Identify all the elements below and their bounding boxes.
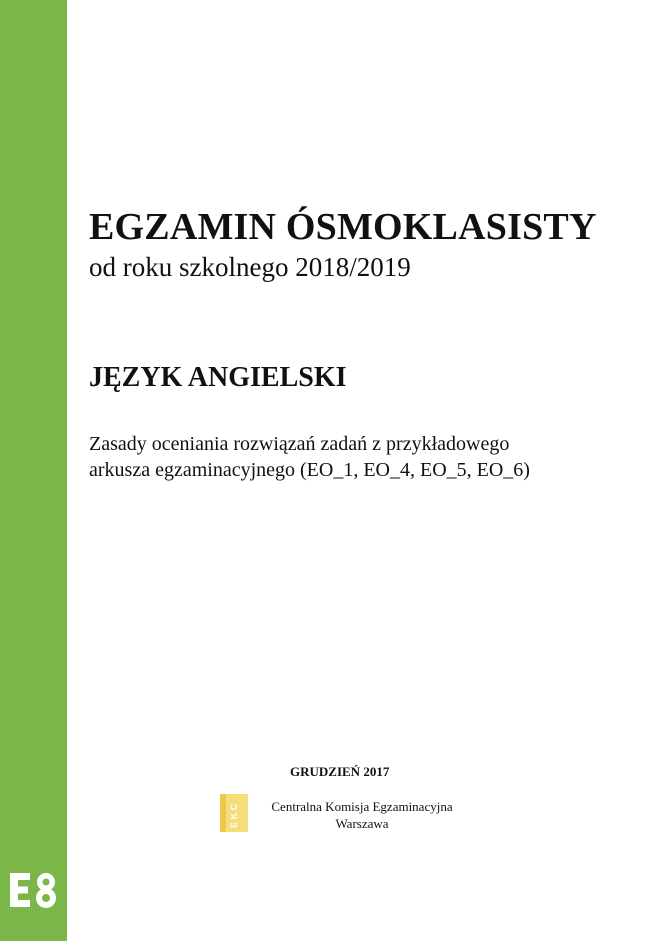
cke-logo-icon	[220, 794, 248, 832]
e8-logo-icon	[8, 871, 62, 909]
svg-text:E: E	[229, 821, 239, 829]
description-line-2: arkusza egzaminacyjnego (EO_1, EO_4, EO_5, EO_6)	[89, 459, 530, 481]
description-line-1: Zasady oceniania rozwiązań zadań z przykładowego	[89, 433, 510, 455]
institution-city: Warszawa	[335, 816, 389, 831]
subject-heading: JĘZYK ANGIELSKI	[89, 362, 347, 393]
publication-date: GRUDZIEŃ 2017	[290, 764, 390, 779]
exam-title: EGZAMIN ÓSMOKLASISTY	[89, 206, 597, 248]
institution-name: Centralna Komisja Egzaminacyjna	[271, 799, 453, 814]
institution-block	[262, 798, 462, 832]
school-year-subtitle: od roku szkolnego 2018/2019	[89, 252, 411, 282]
svg-text:C: C	[229, 803, 239, 811]
green-sidebar-band	[0, 0, 67, 941]
document-description	[89, 431, 629, 483]
svg-text:K: K	[229, 812, 239, 820]
